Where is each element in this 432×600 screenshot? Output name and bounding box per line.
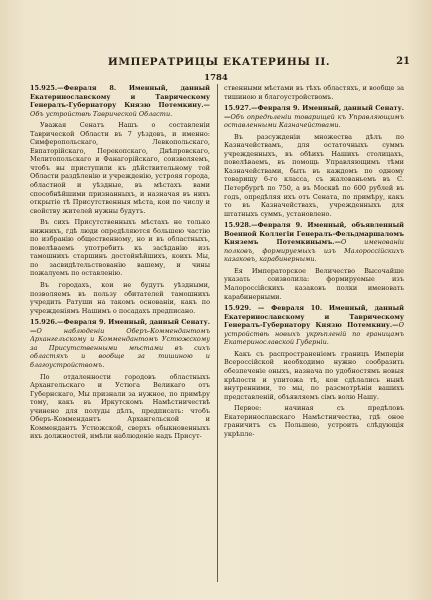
paragraph: Въ разсужденіи множества дѣлъ по Казначействамъ, для остаточныхъ суммъ учрежденныхъ, въ обѣихъ Нашихъ столицахъ, повелѣваемъ, въ помощь Управляющимъ тѣми Казначействами, быть въ каждомъ по одному товарищу 6-го класса, съ жалованьемъ въ С. Петербургѣ по 750, а въ Москвѣ по 600 рублей въ годъ, опредѣляя ихъ отъ Сената, по примѣру, какъ то въ Казначействахъ, учрежденныхъ для штатныхъ суммъ, установлено.	[224, 132, 404, 218]
entry-head: 15.929. — Февраля 10. Именный, данный Екатеринославскому и Таврическому Генералъ-Губернатору Князю Потемкину.—	[224, 304, 404, 330]
left-column	[30, 84, 210, 584]
paragraph: Въ городахъ, кои не будутъ уѣздными, позволяемъ въ пользу обитателей тамошнихъ учредить Ратуши на такомъ основаніи, какъ по учрежденіямъ Нашимъ о посадахъ предписано.	[30, 281, 210, 315]
paragraph: Какъ съ распространеніемъ границъ Имперіи Всероссійской необходимо нужно сообразить обезпеченіе оныхъ, назнача по удобностямъ новыя крѣпости и упитожа тѣ, кои сдѣлались нынѣ внутренними, то мы, по разсмотрѣніи вашихъ представленій, объявляемъ сімъ волю Нашу.	[224, 349, 404, 401]
entry-15929-heading	[224, 304, 404, 347]
entry-subject: О устройствѣ новыхъ укрѣпленій по границамъ Екатеринославской Губерніи.	[224, 321, 404, 347]
page-number: 21	[396, 56, 410, 67]
entry-subject: Объ опредѣленіи товарищей къ Управляющимъ оставленными Казначействами.	[224, 112, 404, 130]
entry-subject: Объ устройствѣ Таврической Области.	[30, 109, 173, 118]
entry-head: 15.925.—Февраля 8. Именный, данный Екатеринославскому и Таврическому Генералъ-Губернатору Князю Потемкину.—	[30, 84, 210, 110]
paragraph: Въ сихъ Присутственныхъ мѣстахъ не только нижнихъ, гдѣ люди опредѣляются большею частію по избранію общественному, но и въ областныхъ, повелѣваемъ употребить къ засѣданію изъ тамошнихъ старшинъ достойнѣйшихъ, коихъ Мы, по засвидѣтельствованію вашему, и чины пожалуемъ по оставленію.	[30, 218, 210, 278]
entry-head: 15.926.—Февраля 9. Именный, данный Сенату.—	[30, 318, 210, 335]
column-divider	[217, 84, 218, 582]
running-title: ИМПЕРАТРИЦЫ ЕКАТЕРИНЫ II.	[107, 56, 331, 68]
continuation-text: ственными мѣстами въ тѣхъ областяхъ, и вообще за тишиною и благоустройствомъ.	[224, 84, 404, 101]
entry-15927-heading	[224, 104, 404, 130]
right-column	[224, 84, 404, 584]
paragraph: Уважая Сенатъ Нашъ о составленіи Таврической Области въ 7 уѣздовъ, и именно: Симферопольскаго, Левкопольскаго, Евпаторійскаго, Перекопскаго, Днѣпровскаго, Мелитопольскаго и Фанагорійскаго, соизволяемъ, чтобъ вы приступили къ дѣйствительному той Области раздѣленію и учрежденію, устрояя города, областной и уѣздные, въ мѣстахъ вами способнѣйшими признанныхъ, и назначая въ нихъ открытіе тѣ Присутственныя мѣста, кои по числу и свойству жителей нужны будутъ.	[30, 121, 210, 215]
entry-subject: О наблюденіи Оберъ-Коммендантомъ Архангельскому и Коммендантомъ Устюжскому за Присутственными мѣстами въ сихъ областяхъ и вообще за тишиною и благоустройствомъ.	[30, 326, 210, 369]
entry-15928-heading	[224, 221, 404, 264]
entry-15925-heading	[30, 84, 210, 118]
paragraph: Первое: начиная съ предѣловъ Екатеринославскаго Намѣстничества, гдѣ оное граничитъ съ Польшею, устроить слѣдующія укрѣпле-	[224, 404, 404, 438]
paragraph: По отдаленности городовъ областныхъ Архангельскаго и Устюга Великаго отъ Губернскаго, Мы признали за нужное, по примѣру тому, какъ въ Иркутскомъ Намѣстничествѣ учинено для полуды дѣлъ, предписать: чтобъ Оберъ-Коммендантъ Архангельской и Коммендантъ Устюжской, сверхъ обыкновенныхъ ихъ должностей, имѣли наблюденіе надъ Присут-	[30, 372, 210, 441]
entry-subject: О именованіи полковъ, формируемыхъ изъ Малороссійскихъ казаковъ, карабинерными.	[224, 238, 404, 264]
text-columns	[30, 84, 404, 584]
paragraph: Ея Императорское Величество Высочайше указать соизволила: формируемые изъ Малороссійскихъ казаковъ полки именовать карабинерными.	[224, 266, 404, 301]
entry-head: 15.927.—Февраля 9. Именный, данный Сенату.—	[224, 104, 404, 121]
running-header	[28, 56, 410, 70]
entry-head: 15.928.—Февраля 9. Именный, объявленный Военной Коллегіи Генералъ-Фельдмаршаломъ Княземъ Потемкинымъ.—	[224, 221, 404, 247]
year-heading: 1784	[204, 73, 228, 83]
entry-15926-heading	[30, 318, 210, 369]
